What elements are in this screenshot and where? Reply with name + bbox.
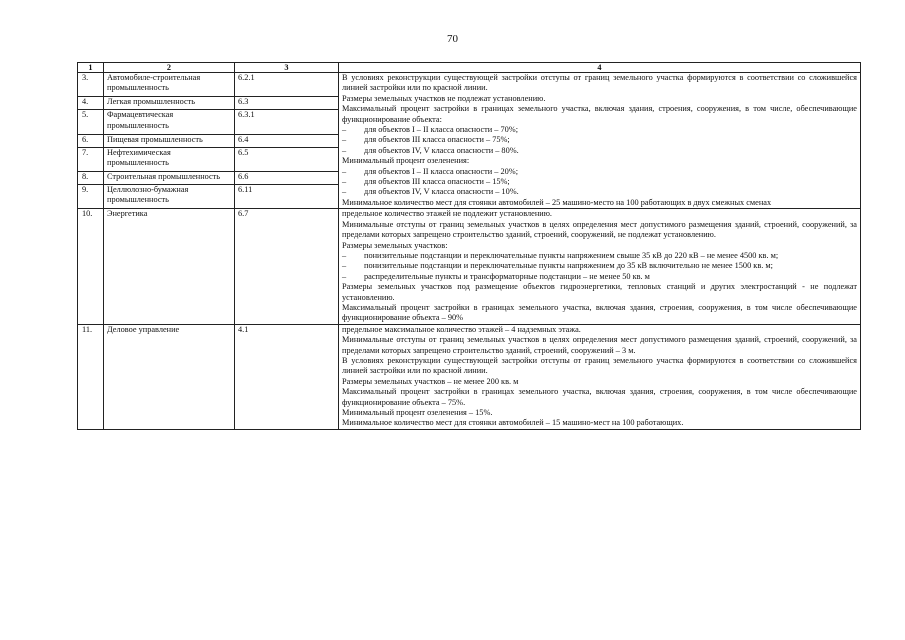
use-name: Легкая промышленность: [104, 97, 235, 110]
desc-dash-item: – понизительные подстанции и переключательные пункты напряжением свыше 35 кВ до 220 кВ – не менее 4500 кв. м;: [342, 250, 779, 260]
use-name: Нефтехимическая промышленность: [104, 147, 235, 171]
desc-paragraph: Размеры земельных участков под размещение объектов гидроэнергетики, тепловых станций и других электростанций - не подлежат установлению.: [342, 282, 857, 302]
desc-paragraph: предельное количество этажей не подлежит установлению.: [342, 209, 552, 219]
desc-paragraph: В условиях реконструкции существующей застройки отступы от границ земельного участка формируются в соответствии со сложившейся линией застройки или по красной линии.: [342, 73, 857, 93]
dash-marker: –: [342, 177, 347, 187]
use-name: Фармацевтическая промышленность: [104, 110, 235, 134]
desc-paragraph: Максимальный процент застройки в границах земельного участка, включая здания, строения, сооружения, в том числе обеспечивающие функционирование объекта – 90%: [342, 302, 857, 323]
page-number: 70: [447, 33, 458, 45]
row-number: 11.: [78, 324, 104, 429]
restrictions-cell: [339, 209, 861, 324]
dash-marker: –: [342, 166, 347, 176]
table-row: [78, 209, 861, 324]
desc-paragraph: Минимальные отступы от границ земельных участков в целях определения мест допустимого размещения зданий, строений, сооружений, за пределами которых запрещено строительство зданий, строений, сооружений – 3 м.: [342, 335, 857, 355]
desc-dash-item: – для объектов IV, V класса опасности – 10%.: [342, 187, 519, 197]
desc-dash-item: – понизительные подстанции и переключательные пункты напряжением до 35 кВ включительно не менее 1500 кв. м;: [342, 261, 773, 271]
restrictions-cell: [339, 73, 861, 209]
row-number: 10.: [78, 209, 104, 324]
dash-marker: –: [342, 271, 347, 281]
use-code: 6.5: [235, 147, 339, 171]
use-code: 4.1: [235, 324, 339, 429]
dash-marker: –: [342, 125, 347, 135]
table-row: [78, 324, 861, 429]
desc-paragraph: предельное максимальное количество этажей – 4 надземных этажа.: [342, 324, 581, 334]
use-name: Деловое управление: [104, 324, 235, 429]
desc-paragraph: Размеры земельных участков:: [342, 240, 448, 250]
desc-dash-item: – для объектов III класса опасности – 75%;: [342, 135, 510, 145]
header-row: [78, 63, 861, 73]
desc-paragraph: Минимальный процент озеленения:: [342, 156, 470, 166]
desc-dash-item: – для объектов I – II класса опасности – 20%;: [342, 166, 519, 176]
header-col-2: 2: [104, 63, 235, 73]
header-col-4: 4: [339, 63, 861, 73]
desc-paragraph: Минимальные отступы от границ земельных участков в целях определения мест допустимого размещения зданий, строений, сооружений, за пределами которых запрещено строительство зданий, строений, сооружений, не подлежат установлению.: [342, 219, 857, 240]
zoning-table: [77, 62, 861, 430]
table-row: [78, 73, 861, 97]
dash-marker: –: [342, 261, 347, 271]
desc-dash-item: – для объектов IV, V класса опасности – 80%.: [342, 145, 519, 155]
dash-marker: –: [342, 135, 347, 145]
restrictions-cell: [339, 324, 861, 429]
use-name: Пищевая промышленность: [104, 134, 235, 147]
row-number: 6.: [78, 134, 104, 147]
desc-dash-item: – распределительные пункты и трансформаторные подстанции – не менее 50 кв. м: [342, 271, 650, 281]
use-code: 6.4: [235, 134, 339, 147]
use-name: Энергетика: [104, 209, 235, 324]
use-code: 6.11: [235, 184, 339, 208]
desc-paragraph: Максимальный процент застройки в границах земельного участка, включая здания, строения, сооружения, в том числе, обеспечивающие функционирование объекта:: [342, 104, 857, 124]
desc-paragraph: В условиях реконструкции существующей застройки отступы от границ земельного участка формируются в соответствии со сложившейся линией застройки или по красной линии.: [342, 355, 857, 376]
dash-marker: –: [342, 250, 347, 260]
desc-paragraph: Минимальное количество мест для стоянки автомобилей – 25 машино-место на 100 работающих в двух смежных сменах: [342, 197, 772, 207]
use-name: Автомобиле-строительная промышленность: [104, 73, 235, 97]
row-number: 3.: [78, 73, 104, 97]
header-col-3: 3: [235, 63, 339, 73]
row-number: 9.: [78, 184, 104, 208]
use-code: 6.7: [235, 209, 339, 324]
use-name: Целлюлозно-бумажная промышленность: [104, 184, 235, 208]
row-number: 7.: [78, 147, 104, 171]
use-code: 6.3.1: [235, 110, 339, 134]
desc-paragraph: Размеры земельных участков – не менее 200 кв. м: [342, 376, 519, 386]
row-number: 8.: [78, 172, 104, 185]
row-number: 4.: [78, 97, 104, 110]
dash-marker: –: [342, 145, 347, 155]
use-code: 6.6: [235, 172, 339, 185]
desc-dash-item: – для объектов I – II класса опасности – 70%;: [342, 125, 519, 135]
header-col-1: 1: [78, 63, 104, 73]
use-code: 6.3: [235, 97, 339, 110]
row-number: 5.: [78, 110, 104, 134]
dash-marker: –: [342, 187, 347, 197]
desc-paragraph: Минимальное количество мест для стоянки автомобилей – 15 машино-мест на 100 работающих.: [342, 418, 684, 428]
desc-paragraph: Минимальный процент озеленения – 15%.: [342, 408, 493, 417]
desc-paragraph: Размеры земельных участков не подлежат установлению.: [342, 93, 546, 103]
use-name: Строительная промышленность: [104, 172, 235, 185]
desc-dash-item: – для объектов III класса опасности – 15%;: [342, 177, 510, 187]
use-code: 6.2.1: [235, 73, 339, 97]
desc-paragraph: Максимальный процент застройки в границах земельного участка, включая здания, строения, сооружения, в том числе обеспечивающие функционирование объекта – 75%.: [342, 387, 857, 407]
